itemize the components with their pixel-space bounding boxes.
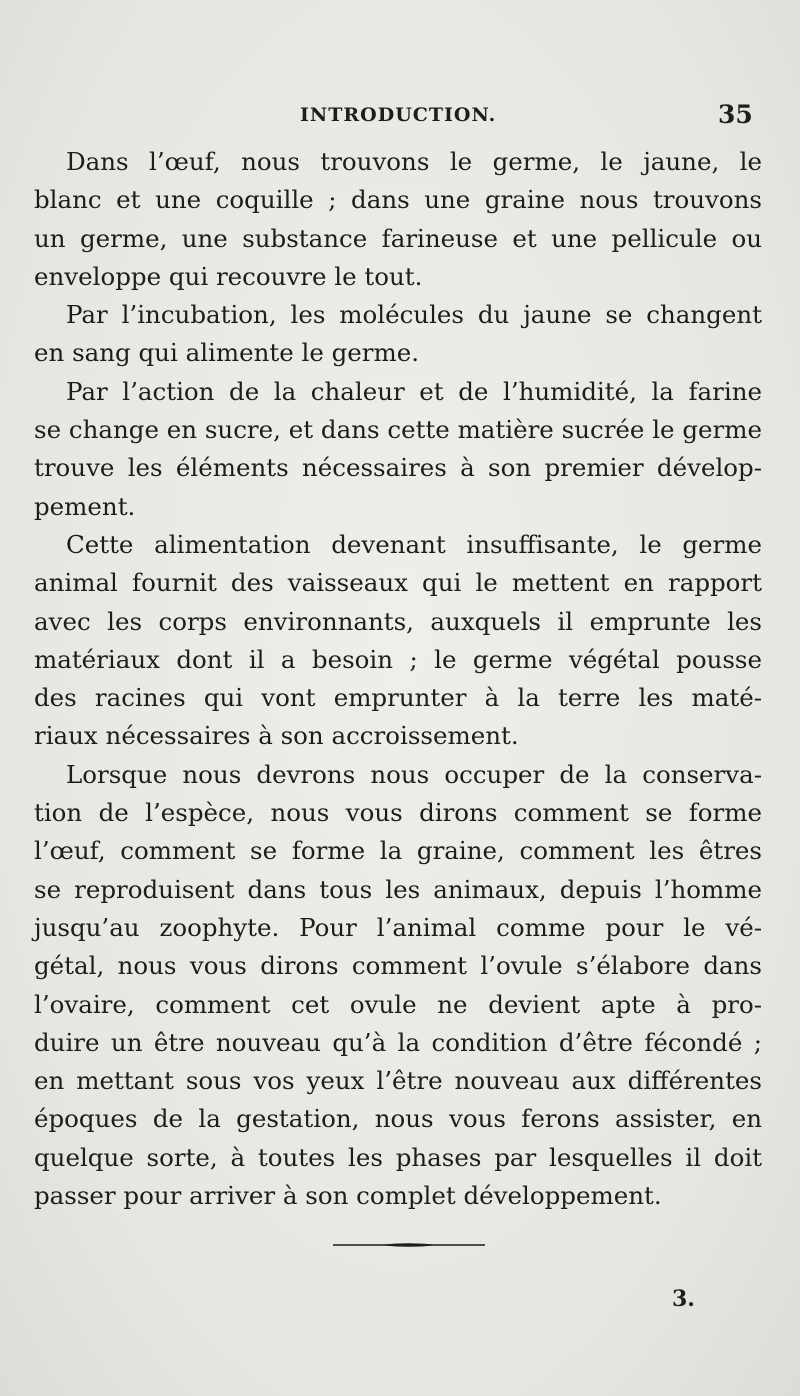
text-line: pement. [34,491,136,521]
text-line: l’œuf, comment se forme la graine, comment les êtres [34,836,762,866]
text-line: des racines qui vont emprunter à la terre les maté- [34,683,762,713]
text-line: en mettant sous vos yeux l’être nouveau aux différentes [34,1066,762,1096]
text-line: tion de l’espèce, nous vous dirons comment se forme [34,798,762,828]
text-line: Par l’incubation, les molécules du jaune se changent [66,300,762,330]
text-line: Dans l’œuf, nous trouvons le germe, le jaune, le [66,147,762,176]
text-line: duire un être nouveau qu’à la condition d’être fécondé ; [34,1027,762,1057]
ornamental-rule [333,1241,485,1249]
running-head [0,100,800,130]
text-line: avec les corps environnants, auxquels il emprunte les [34,606,762,636]
text-line: en sang qui alimente le germe. [34,338,420,368]
text-line: matériaux dont il a besoin ; le germe végétal pousse [34,644,762,674]
text-line: époques de la gestation, nous vous ferons assister, en [34,1104,762,1134]
text-line: Par l’action de la chaleur et de l’humidité, la farine [66,376,762,406]
text-line: se reproduisent dans tous les animaux, depuis l’homme [34,874,762,904]
text-line: passer pour arriver à son complet développement. [34,1181,662,1211]
text-line: se change en sucre, et dans cette matière sucrée le germe [34,415,762,445]
text-line: jusqu’au zoophyte. Pour l’animal comme pour le vé- [34,912,762,942]
text-line: gétal, nous vous dirons comment l’ovule s’élabore dans [34,951,762,981]
signature-mark: 3. [672,1286,695,1312]
text-line: l’ovaire, comment cet ovule ne devient apte à pro- [34,989,762,1019]
text-line: quelque sorte, à toutes les phases par lesquelles il doit [34,1142,762,1172]
text-line: animal fournit des vaisseaux qui le mettent en rapport [34,568,762,598]
text-line: Lorsque nous devrons nous occuper de la conserva- [66,759,762,789]
page-number: 35 [718,100,753,129]
text-line: Cette alimentation devenant insuffisante, le germe [66,529,762,559]
text-line: blanc et une coquille ; dans une graine nous trouvons [34,185,762,215]
text-line: riaux nécessaires à son accroissement. [34,721,519,751]
text-line: trouve les éléments nécessaires à son premier dévelop- [34,453,762,483]
body-text [34,143,762,1215]
running-title: INTRODUCTION. [300,104,497,126]
text-line: un germe, une substance farineuse et une pellicule ou [34,223,762,253]
text-line: enveloppe qui recouvre le tout. [34,261,423,291]
